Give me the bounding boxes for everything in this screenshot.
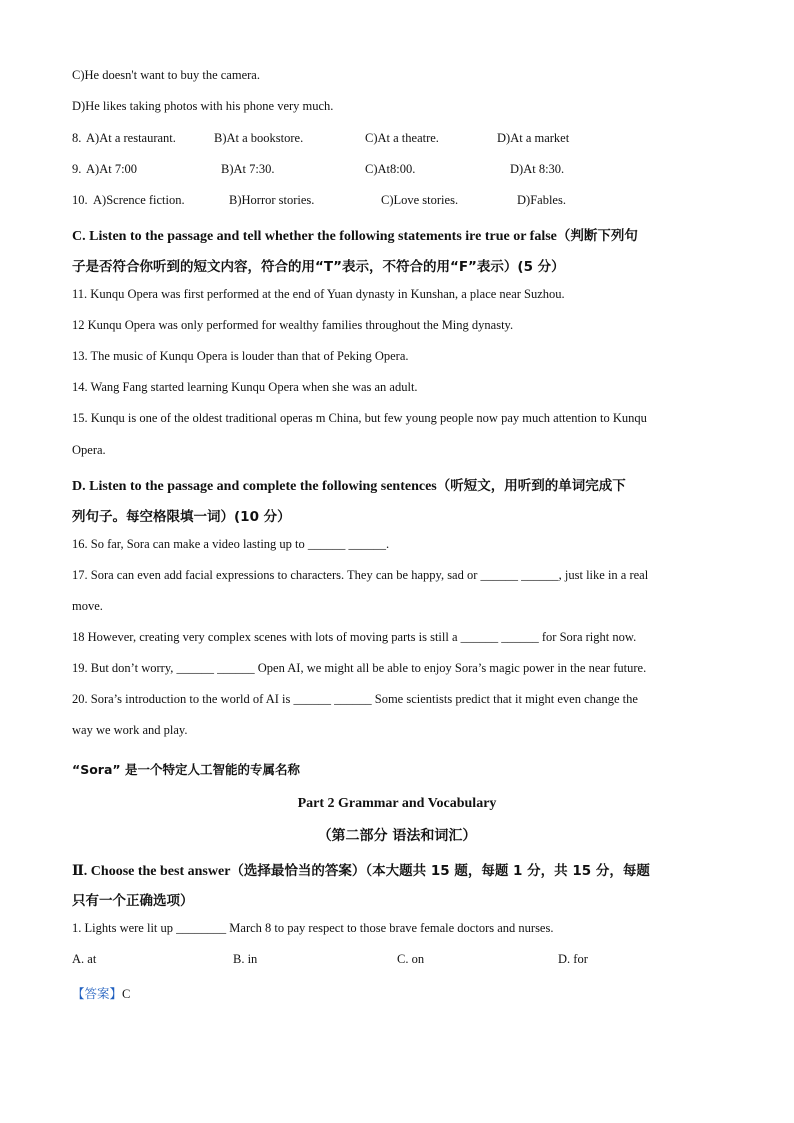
section-ii-title-cn: （选择最恰当的答案）（本大题共 15 题，每题 1 分，共 15 分，每题 xyxy=(230,863,650,879)
section-ii-title-cn-line2: 只有一个正确选项） xyxy=(72,893,194,909)
q7-option-c: C)He doesn't want to buy the camera. xyxy=(72,68,260,82)
section-d-title-cn: （听短文，用听到的单词完成下 xyxy=(436,478,626,494)
part-2-title: Part 2 Grammar and Vocabulary xyxy=(297,796,497,811)
q10-number: 10. xyxy=(72,193,88,207)
question-15-line1: 15. Kunqu is one of the oldest traditional operas m China, but few young people now pay much attention to Kunqu xyxy=(72,411,647,425)
question-14: 14. Wang Fang started learning Kunqu Opera when she was an adult. xyxy=(72,380,418,394)
question-15-line2: Opera. xyxy=(72,443,106,457)
q8-option-a: A)At a restaurant. xyxy=(86,131,176,145)
g1-option-c: C. on xyxy=(397,952,425,966)
q10-option-b: B)Horror stories. xyxy=(229,193,315,207)
question-13: 13. The music of Kunqu Opera is louder than that of Peking Opera. xyxy=(72,349,409,363)
q9-option-b: B)At 7:30. xyxy=(221,162,275,176)
q9-option-a: A)At 7:00 xyxy=(86,162,138,176)
question-17-line2: move. xyxy=(72,599,103,613)
part-2-subtitle: （第二部分 语法和词汇） xyxy=(317,828,477,844)
sora-note: “Sora” 是一个特定人工智能的专属名称 xyxy=(72,762,300,777)
question-17-line1: 17. Sora can even add facial expressions to characters. They can be happy, sad or ______ ______, just like in a real xyxy=(72,568,649,582)
q7-option-d: D)He likes taking photos with his phone very much. xyxy=(72,99,334,113)
section-d-title-cn-line2: 列句子。每空格限填一词）(10 分） xyxy=(72,509,291,525)
section-c-title-cn-line2: 子是否符合你听到的短文内容，符合的用“T”表示，不符合的用“F”表示）(5 分） xyxy=(72,259,565,275)
g1-option-a: A. at xyxy=(72,952,97,966)
q9-number: 9. xyxy=(72,162,82,176)
q10-option-a: A)Scrence fiction. xyxy=(93,193,185,207)
q10-option-c: C)Love stories. xyxy=(381,193,459,207)
q10-option-d: D)Fables. xyxy=(517,193,566,207)
q8-number: 8. xyxy=(72,131,82,145)
section-ii-title-en: Ⅱ. Choose the best answer xyxy=(72,864,231,879)
answer-line xyxy=(72,984,130,1002)
answer-tag: 【答案】 xyxy=(72,986,123,1001)
q9-option-d: D)At 8:30. xyxy=(510,162,565,176)
section-c-title-en: C. Listen to the passage and tell whether the following statements ire true or false xyxy=(72,229,557,244)
question-11: 11. Kunqu Opera was first performed at the end of Yuan dynasty in Kunshan, a place near Suzhou. xyxy=(72,287,565,301)
question-12: 12 Kunqu Opera was only performed for wealthy families throughout the Ming dynasty. xyxy=(72,318,514,332)
answer-value: C xyxy=(122,987,131,1001)
g1-option-b: B. in xyxy=(233,952,258,966)
question-18: 18 However, creating very complex scenes with lots of moving parts is still a ______ ______ for Sora right now. xyxy=(72,630,637,644)
q8-option-d: D)At a market xyxy=(497,131,570,145)
grammar-question-1-stem: 1. Lights were lit up ________ March 8 to pay respect to those brave female doctors and nurses. xyxy=(72,921,554,935)
q8-option-b: B)At a bookstore. xyxy=(214,131,304,145)
question-20-line2: way we work and play. xyxy=(72,723,188,737)
g1-option-d: D. for xyxy=(558,952,588,966)
question-20-line1: 20. Sora’s introduction to the world of AI is ______ ______ Some scientists predict that it might even change the xyxy=(72,692,638,706)
section-c-title-cn: （判断下列句 xyxy=(556,228,638,244)
q8-option-c: C)At a theatre. xyxy=(365,131,439,145)
section-d-title-en: D. Listen to the passage and complete the following sentences xyxy=(72,479,437,494)
question-16: 16. So far, Sora can make a video lasting up to ______ ______. xyxy=(72,537,390,551)
question-19: 19. But don’t worry, ______ ______ Open AI, we might all be able to enjoy Sora’s magic power in the near future. xyxy=(72,661,647,675)
q9-option-c: C)At8:00. xyxy=(365,162,416,176)
